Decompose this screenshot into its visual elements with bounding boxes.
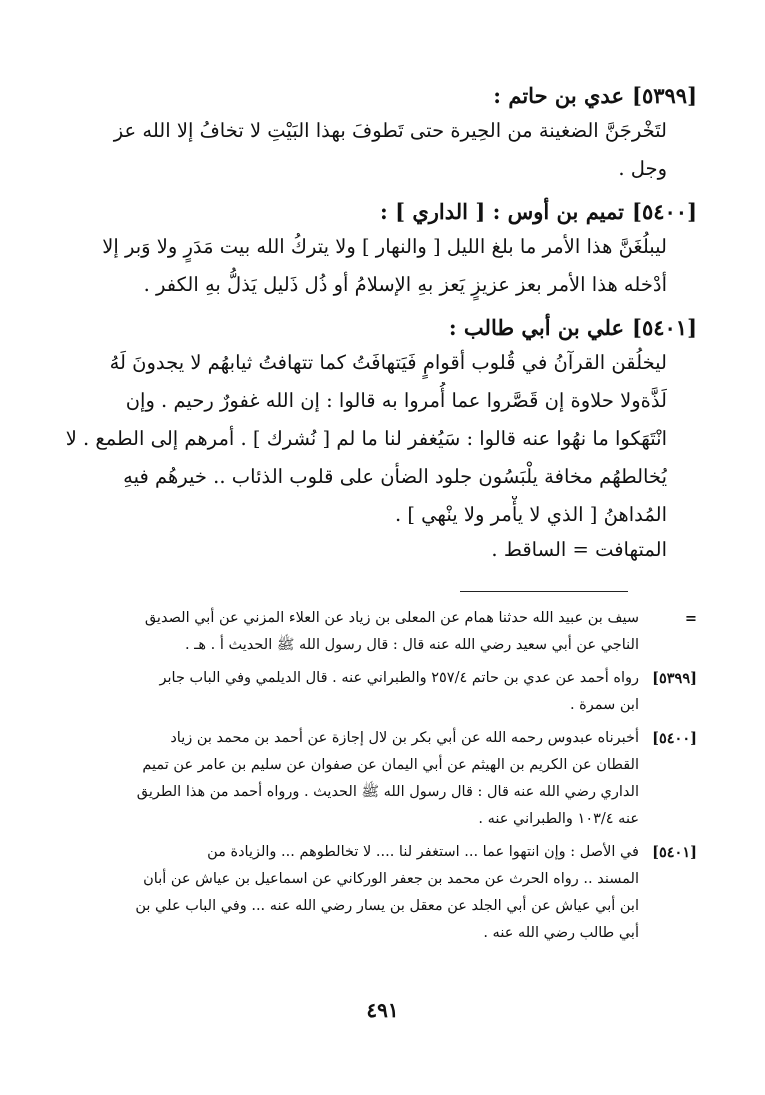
footnote-line: سيف بن عبيد الله حدثنا همام عن المعلى بن زياد عن العلاء المزني عن أبي الصديق xyxy=(144,610,639,626)
footnote-text xyxy=(61,839,639,947)
entry-header xyxy=(61,80,697,112)
narrator-name: عدي بن حاتم : xyxy=(493,83,624,108)
footnote-line: في الأصل : وإن انتهوا عما ... استغفر لنا .... لا تخالطوهم ... والزيادة من xyxy=(207,844,639,860)
text-line: أدْخله هذا الأمر بعز عزيزٍ يَعز بهِ الإسلامُ أو ذُل ذَليل يَذلُّ بهِ الكفر . xyxy=(143,273,667,296)
hadith-entry-5401 xyxy=(61,312,697,566)
footnote-5400 xyxy=(61,725,697,833)
text-line: لتَخْرجَنَّ الضغينة من الحِيرة حتى تَطوفَ بهذا البَيْتِ لا تخافُ إلا الله عز xyxy=(113,119,667,142)
footnote-text xyxy=(61,665,639,719)
footnote-text xyxy=(61,605,639,659)
entry-number: [٥٤٠٠] xyxy=(632,199,697,224)
footnote-number: [٥٤٠١] xyxy=(652,844,697,861)
entry-header xyxy=(61,196,697,228)
entry-header xyxy=(61,312,697,344)
hadith-entry-5400 xyxy=(61,196,697,304)
footnote-marker: = xyxy=(684,610,697,627)
footnote-line: ابن أبي عياش عن أبي الجلد عن معقل بن يسار رضي الله عنه ... وفي الباب علي بن xyxy=(135,898,639,914)
text-line: ليخلُقن القرآنُ في قُلوب أقوامٍ فَيَتهافَتُ كما تتهافتُ ثيابهُم لا يجدونَ لَهُ xyxy=(109,351,667,374)
text-line: انْتَهَكوا ما نهُوا عنه قالوا : سَيُغفر لنا ما لم [ نُشرك ] . أمرهم إلى الطمع . لا xyxy=(65,427,667,450)
entry-number: [٥٣٩٩] xyxy=(632,83,697,108)
footnote-line: القطان عن الكريم بن الهيثم عن أبي اليمان عن صفوان عن سليم بن عامر عن تميم xyxy=(142,757,639,773)
footnote-line: أبي طالب رضي الله عنه . xyxy=(483,925,639,941)
footnote-continuation xyxy=(61,605,697,659)
footnote-number: [٥٣٩٩] xyxy=(652,670,697,687)
footnote-line: ابن سمرة . xyxy=(569,697,639,713)
footnote-line: رواه أحمد عن عدي بن حاتم ٢٥٧/٤ والطبراني عنه . قال الديلمي وفي الباب جابر xyxy=(159,670,639,686)
footnotes xyxy=(61,605,697,947)
footnote-text xyxy=(61,725,639,833)
footnote-line: الناجي عن أبي سعيد رضي الله عنه قال : قال رسول الله ﷺ الحديث أ . هـ . xyxy=(184,637,639,653)
narrator-name: علي بن أبي طالب : xyxy=(448,315,624,340)
footnote-line: أخبرناه عبدوس رحمه الله عن أبي بكر بن لال إجازة عن أحمد بن محمد بن زياد xyxy=(170,730,639,746)
footnote-5401 xyxy=(61,839,697,947)
text-line: لَذَّةولا حلاوة إن قَصَّروا عما أُمروا به قالوا : إن الله غفورٌ رحيم . وإن xyxy=(125,389,667,412)
hadith-text xyxy=(61,344,697,566)
text-line: وجل . xyxy=(618,157,667,180)
footnote-number: [٥٤٠٠] xyxy=(652,730,697,747)
text-line: يُخالطهُم مخافة يلْبَسُون جلود الضأن على قلوب الذئاب .. خيرهُم فيهِ xyxy=(123,465,667,488)
text-line: المُداهنُ [ الذي لا يأْمر ولا ينْهي ] . xyxy=(394,503,667,526)
footnote-5399 xyxy=(61,665,697,719)
entry-number: [٥٤٠١] xyxy=(632,315,697,340)
footnote-line: المسند .. رواه الحرث عن محمد بن جعفر الوركاني عن اسماعيل بن عياش عن أبان xyxy=(143,871,639,887)
narrator-name: تميم بن أوس : [ الداري ] : xyxy=(380,199,624,224)
hadith-text xyxy=(61,112,697,188)
text-line: المتهافت = الساقط . xyxy=(491,538,667,561)
footnote-line: عنه ١٠٣/٤ والطبراني عنه . xyxy=(478,811,639,827)
page-number: ٤٩١ xyxy=(366,998,399,1022)
footnote-divider xyxy=(460,591,628,592)
text-line: ليبلُغَنَّ هذا الأمر ما بلغ الليل [ والنهار ] ولا يتركُ الله بيت مَدَرٍ ولا وَبر إلا xyxy=(102,235,667,258)
hadith-text xyxy=(61,228,697,304)
hadith-entry-5399 xyxy=(61,80,697,188)
footnote-line: الداري رضي الله عنه قال : قال رسول الله ﷺ الحديث . ورواه أحمد من هذا الطريق xyxy=(136,784,639,800)
